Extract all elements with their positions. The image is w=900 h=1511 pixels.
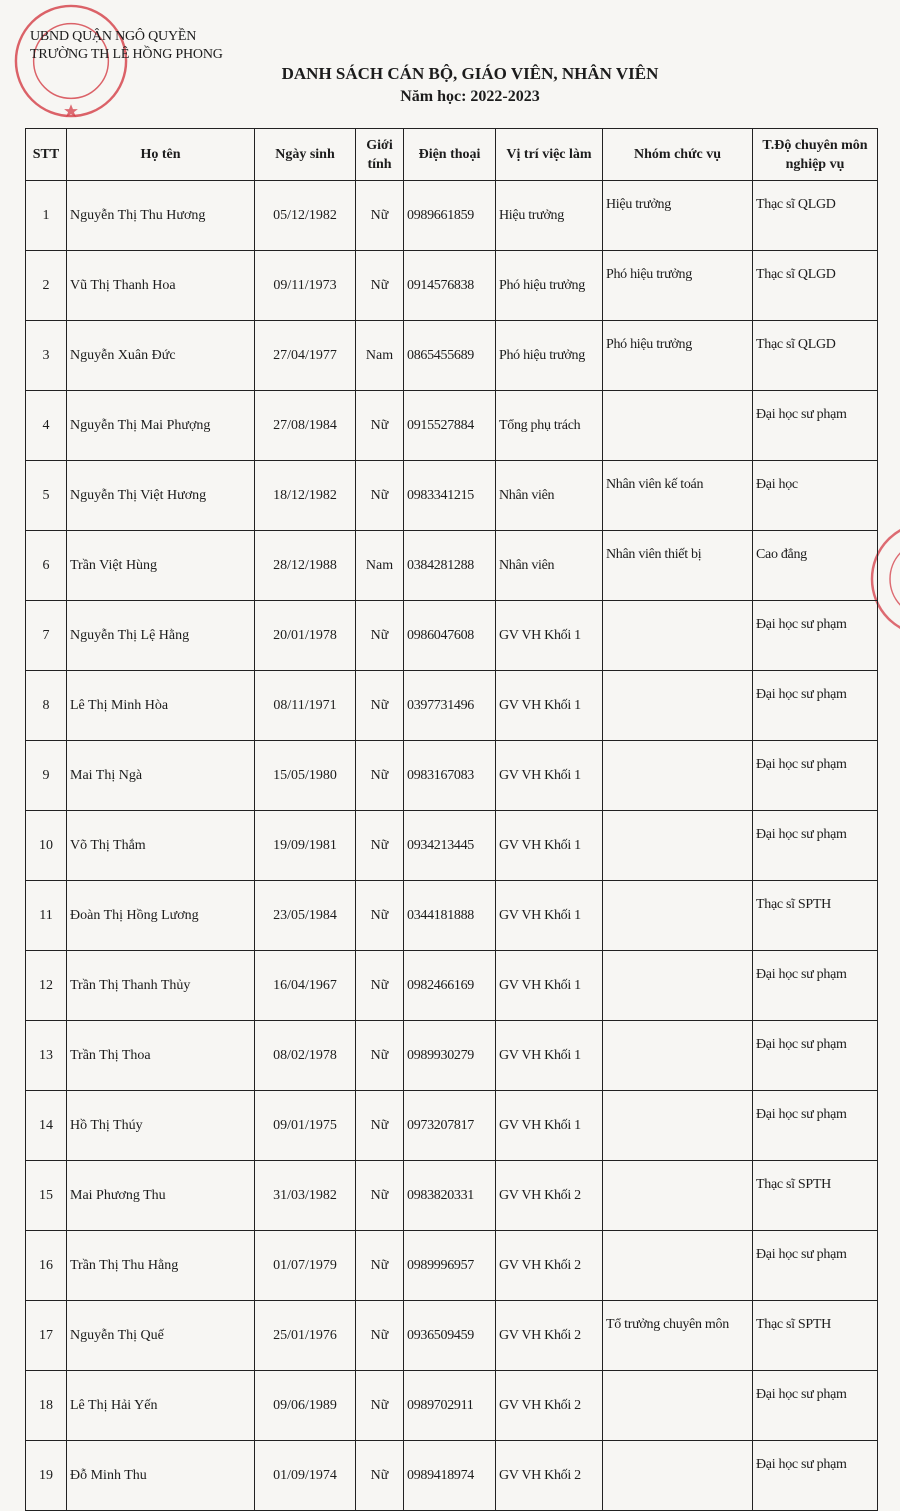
column-header-name: Họ tên (67, 129, 255, 181)
cell-name: Nguyễn Thị Mai Phượng (67, 391, 255, 461)
cell-gender: Nam (356, 321, 404, 391)
cell-position: GV VH Khối 1 (496, 811, 603, 881)
cell-gender: Nữ (356, 391, 404, 461)
document-title-block (0, 64, 900, 106)
cell-name: Đoàn Thị Hồng Lương (67, 881, 255, 951)
cell-name: Mai Phương Thu (67, 1161, 255, 1231)
cell-gender: Nữ (356, 601, 404, 671)
org-line-1: UBND QUẬN NGÔ QUYỀN (30, 29, 197, 44)
cell-qualification: Đại học sư phạm (753, 1091, 878, 1161)
cell-qualification: Đại học (753, 461, 878, 531)
cell-group (603, 671, 753, 741)
cell-phone: 0989930279 (404, 1021, 496, 1091)
cell-phone: 0936509459 (404, 1301, 496, 1371)
cell-name: Hồ Thị Thúy (67, 1091, 255, 1161)
cell-position: Phó hiệu trưởng (496, 251, 603, 321)
cell-group (603, 811, 753, 881)
cell-dob: 01/09/1974 (255, 1441, 356, 1511)
cell-name: Đỗ Minh Thu (67, 1441, 255, 1511)
cell-phone: 0983167083 (404, 741, 496, 811)
cell-group (603, 1161, 753, 1231)
cell-position: GV VH Khối 1 (496, 741, 603, 811)
cell-gender: Nữ (356, 881, 404, 951)
cell-dob: 08/02/1978 (255, 1021, 356, 1091)
column-header-position: Vị trí việc làm (496, 129, 603, 181)
cell-gender: Nữ (356, 1021, 404, 1091)
cell-qualification: Đại học sư phạm (753, 951, 878, 1021)
cell-dob: 23/05/1984 (255, 881, 356, 951)
cell-stt: 3 (26, 321, 67, 391)
table-row (26, 881, 878, 951)
cell-position: Hiệu trưởng (496, 181, 603, 251)
column-header-stt: STT (26, 129, 67, 181)
cell-group: Phó hiệu trưởng (603, 251, 753, 321)
cell-qualification: Đại học sư phạm (753, 601, 878, 671)
cell-name: Nguyễn Thị Quế (67, 1301, 255, 1371)
table-row (26, 1371, 878, 1441)
cell-qualification: Đại học sư phạm (753, 1441, 878, 1511)
cell-position: GV VH Khối 1 (496, 881, 603, 951)
cell-position: Phó hiệu trưởng (496, 321, 603, 391)
table-row (26, 1161, 878, 1231)
cell-stt: 5 (26, 461, 67, 531)
cell-dob: 09/01/1975 (255, 1091, 356, 1161)
cell-position: Nhân viên (496, 531, 603, 601)
cell-name: Lê Thị Hải Yến (67, 1371, 255, 1441)
cell-name: Nguyễn Thị Lệ Hằng (67, 601, 255, 671)
cell-position: GV VH Khối 2 (496, 1161, 603, 1231)
table-row (26, 461, 878, 531)
cell-group (603, 391, 753, 461)
cell-group (603, 951, 753, 1021)
cell-qualification: Thạc sĩ QLGD (753, 321, 878, 391)
cell-position: GV VH Khối 2 (496, 1231, 603, 1301)
cell-gender: Nữ (356, 1371, 404, 1441)
cell-phone: 0989661859 (404, 181, 496, 251)
cell-qualification: Cao đẳng (753, 531, 878, 601)
cell-gender: Nữ (356, 811, 404, 881)
org-line-2: TRƯỜNG TH LÊ HỒNG PHONG (30, 47, 223, 62)
cell-group: Nhân viên kế toán (603, 461, 753, 531)
table-row (26, 951, 878, 1021)
column-header-gender: Giới tính (356, 129, 404, 181)
column-header-group: Nhóm chức vụ (603, 129, 753, 181)
cell-group (603, 1371, 753, 1441)
cell-phone: 0915527884 (404, 391, 496, 461)
cell-dob: 09/11/1973 (255, 251, 356, 321)
cell-dob: 25/01/1976 (255, 1301, 356, 1371)
table-row (26, 391, 878, 461)
cell-stt: 15 (26, 1161, 67, 1231)
cell-phone: 0344181888 (404, 881, 496, 951)
cell-phone: 0865455689 (404, 321, 496, 391)
cell-name: Nguyễn Xuân Đức (67, 321, 255, 391)
cell-gender: Nữ (356, 1161, 404, 1231)
cell-name: Lê Thị Minh Hòa (67, 671, 255, 741)
cell-phone: 0986047608 (404, 601, 496, 671)
cell-gender: Nữ (356, 251, 404, 321)
column-header-dob: Ngày sinh (255, 129, 356, 181)
document-subtitle: Năm học: 2022-2023 (400, 88, 540, 105)
cell-dob: 20/01/1978 (255, 601, 356, 671)
column-header-phone: Điện thoại (404, 129, 496, 181)
cell-qualification: Thạc sĩ SPTH (753, 881, 878, 951)
cell-group: Tổ trưởng chuyên môn (603, 1301, 753, 1371)
cell-stt: 2 (26, 251, 67, 321)
table-row (26, 181, 878, 251)
cell-gender: Nữ (356, 1091, 404, 1161)
cell-group (603, 1091, 753, 1161)
cell-qualification: Đại học sư phạm (753, 1371, 878, 1441)
cell-dob: 05/12/1982 (255, 181, 356, 251)
cell-phone: 0914576838 (404, 251, 496, 321)
cell-phone: 0397731496 (404, 671, 496, 741)
cell-qualification: Đại học sư phạm (753, 391, 878, 461)
cell-qualification: Thạc sĩ QLGD (753, 181, 878, 251)
cell-position: Nhân viên (496, 461, 603, 531)
cell-gender: Nữ (356, 1231, 404, 1301)
cell-stt: 19 (26, 1441, 67, 1511)
table-row (26, 251, 878, 321)
cell-stt: 1 (26, 181, 67, 251)
cell-stt: 13 (26, 1021, 67, 1091)
cell-dob: 28/12/1988 (255, 531, 356, 601)
cell-stt: 17 (26, 1301, 67, 1371)
cell-qualification: Thạc sĩ QLGD (753, 251, 878, 321)
cell-stt: 11 (26, 881, 67, 951)
cell-dob: 19/09/1981 (255, 811, 356, 881)
cell-stt: 16 (26, 1231, 67, 1301)
cell-dob: 01/07/1979 (255, 1231, 356, 1301)
staff-table (25, 128, 878, 1511)
cell-dob: 27/08/1984 (255, 391, 356, 461)
cell-position: GV VH Khối 2 (496, 1301, 603, 1371)
cell-position: GV VH Khối 2 (496, 1371, 603, 1441)
cell-phone: 0989996957 (404, 1231, 496, 1301)
cell-gender: Nữ (356, 1441, 404, 1511)
cell-phone: 0934213445 (404, 811, 496, 881)
table-row (26, 1301, 878, 1371)
cell-stt: 14 (26, 1091, 67, 1161)
cell-stt: 10 (26, 811, 67, 881)
cell-position: GV VH Khối 1 (496, 601, 603, 671)
document-title: DANH SÁCH CÁN BỘ, GIÁO VIÊN, NHÂN VIÊN (281, 64, 659, 83)
cell-dob: 09/06/1989 (255, 1371, 356, 1441)
cell-group (603, 1021, 753, 1091)
table-row (26, 811, 878, 881)
cell-name: Võ Thị Thắm (67, 811, 255, 881)
cell-group (603, 601, 753, 671)
organization-header (30, 28, 223, 64)
cell-name: Mai Thị Ngà (67, 741, 255, 811)
cell-stt: 18 (26, 1371, 67, 1441)
cell-position: GV VH Khối 1 (496, 671, 603, 741)
cell-dob: 15/05/1980 (255, 741, 356, 811)
cell-group (603, 741, 753, 811)
cell-position: GV VH Khối 1 (496, 1091, 603, 1161)
cell-phone: 0989418974 (404, 1441, 496, 1511)
cell-name: Nguyễn Thị Việt Hương (67, 461, 255, 531)
cell-dob: 27/04/1977 (255, 321, 356, 391)
cell-qualification: Đại học sư phạm (753, 1021, 878, 1091)
cell-dob: 18/12/1982 (255, 461, 356, 531)
cell-gender: Nữ (356, 181, 404, 251)
cell-phone: 0982466169 (404, 951, 496, 1021)
cell-group (603, 1441, 753, 1511)
cell-qualification: Đại học sư phạm (753, 1231, 878, 1301)
cell-dob: 31/03/1982 (255, 1161, 356, 1231)
cell-stt: 8 (26, 671, 67, 741)
cell-dob: 16/04/1967 (255, 951, 356, 1021)
cell-stt: 9 (26, 741, 67, 811)
cell-qualification: Thạc sĩ SPTH (753, 1301, 878, 1371)
cell-gender: Nữ (356, 1301, 404, 1371)
table-row (26, 1441, 878, 1511)
cell-group: Phó hiệu trưởng (603, 321, 753, 391)
cell-dob: 08/11/1971 (255, 671, 356, 741)
cell-group: Hiệu trưởng (603, 181, 753, 251)
cell-stt: 12 (26, 951, 67, 1021)
table-row (26, 741, 878, 811)
cell-name: Vũ Thị Thanh Hoa (67, 251, 255, 321)
cell-phone: 0983820331 (404, 1161, 496, 1231)
cell-gender: Nữ (356, 741, 404, 811)
cell-phone: 0989702911 (404, 1371, 496, 1441)
cell-phone: 0983341215 (404, 461, 496, 531)
cell-name: Trần Thị Thu Hằng (67, 1231, 255, 1301)
cell-qualification: Thạc sĩ SPTH (753, 1161, 878, 1231)
cell-qualification: Đại học sư phạm (753, 671, 878, 741)
cell-gender: Nam (356, 531, 404, 601)
cell-stt: 6 (26, 531, 67, 601)
table-row (26, 321, 878, 391)
cell-name: Nguyễn Thị Thu Hương (67, 181, 255, 251)
table-row (26, 671, 878, 741)
table-row (26, 601, 878, 671)
cell-name: Trần Việt Hùng (67, 531, 255, 601)
cell-gender: Nữ (356, 461, 404, 531)
table-row (26, 1231, 878, 1301)
cell-gender: Nữ (356, 671, 404, 741)
cell-group: Nhân viên thiết bị (603, 531, 753, 601)
table-row (26, 531, 878, 601)
cell-group (603, 1231, 753, 1301)
cell-phone: 0384281288 (404, 531, 496, 601)
cell-position: GV VH Khối 1 (496, 951, 603, 1021)
cell-qualification: Đại học sư phạm (753, 811, 878, 881)
cell-stt: 4 (26, 391, 67, 461)
table-row (26, 1091, 878, 1161)
cell-position: GV VH Khối 2 (496, 1441, 603, 1511)
cell-position: GV VH Khối 1 (496, 1021, 603, 1091)
cell-qualification: Đại học sư phạm (753, 741, 878, 811)
column-header-qualification: T.Độ chuyên môn nghiệp vụ (753, 129, 878, 181)
cell-gender: Nữ (356, 951, 404, 1021)
cell-phone: 0973207817 (404, 1091, 496, 1161)
cell-name: Trần Thị Thanh Thủy (67, 951, 255, 1021)
table-row (26, 1021, 878, 1091)
cell-position: Tổng phụ trách (496, 391, 603, 461)
cell-name: Trần Thị Thoa (67, 1021, 255, 1091)
table-header-row (26, 129, 878, 181)
cell-stt: 7 (26, 601, 67, 671)
cell-group (603, 881, 753, 951)
